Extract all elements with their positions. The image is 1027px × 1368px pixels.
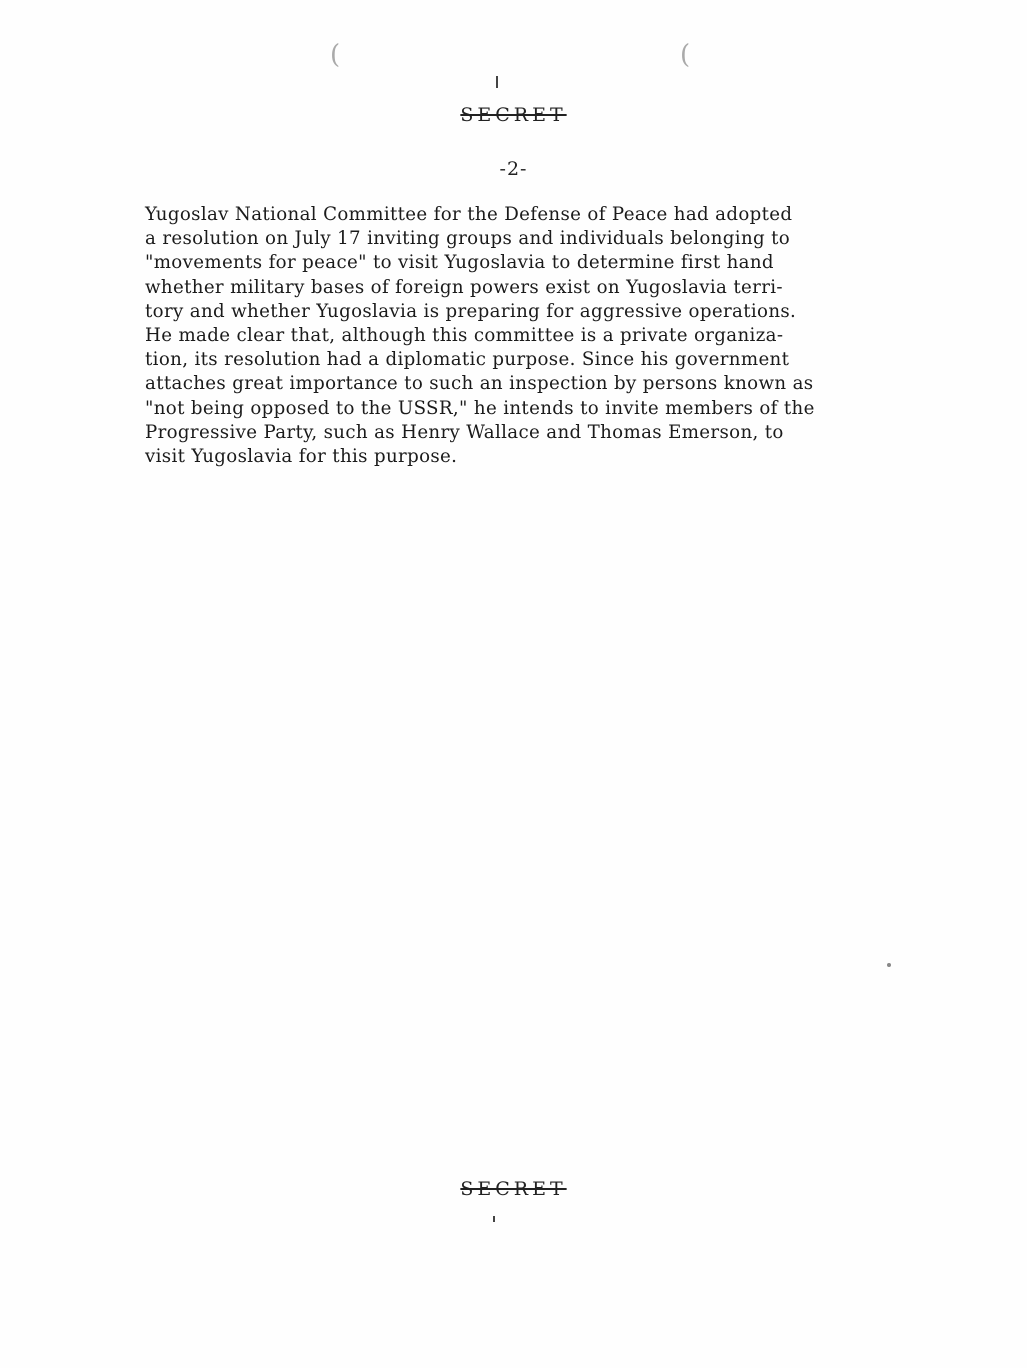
paragraph-line: "not being opposed to the USSR," he intends to invite members of the <box>145 397 815 419</box>
paragraph-line: Yugoslav National Committee for the Defense of Peace had adopted <box>145 204 793 225</box>
scan-mark-tick <box>496 76 498 88</box>
body-paragraph <box>145 203 905 469</box>
scan-speck <box>887 963 891 967</box>
paragraph-line: Progressive Party, such as Henry Wallace and Thomas Emerson, to <box>145 421 784 443</box>
paragraph-line: a resolution on July 17 inviting groups and individuals belonging to <box>145 228 791 250</box>
paragraph-line: tory and whether Yugoslavia is preparing for aggressive operations. <box>145 300 797 322</box>
scan-artifact-left: ( <box>330 40 341 70</box>
paragraph-line: attaches great importance to such an inspection by persons known as <box>145 373 814 395</box>
scan-mark-bottom <box>493 1216 495 1222</box>
paragraph-line: visit Yugoslavia for this purpose. <box>145 446 458 468</box>
page-number: -2- <box>499 158 528 180</box>
paragraph-line: whether military bases of foreign powers exist on Yugoslavia terri- <box>145 276 783 298</box>
paragraph-line: tion, its resolution had a diplomatic purpose. Since his government <box>145 349 790 371</box>
classification-marking-bottom: SECRET <box>460 1178 567 1200</box>
paragraph-line: He made clear that, although this committee is a private organiza- <box>145 325 784 347</box>
classification-marking-top: SECRET <box>460 104 567 126</box>
scan-artifact-right: ( <box>680 40 691 70</box>
paragraph-line: "movements for peace" to visit Yugoslavia to determine first hand <box>145 252 774 274</box>
